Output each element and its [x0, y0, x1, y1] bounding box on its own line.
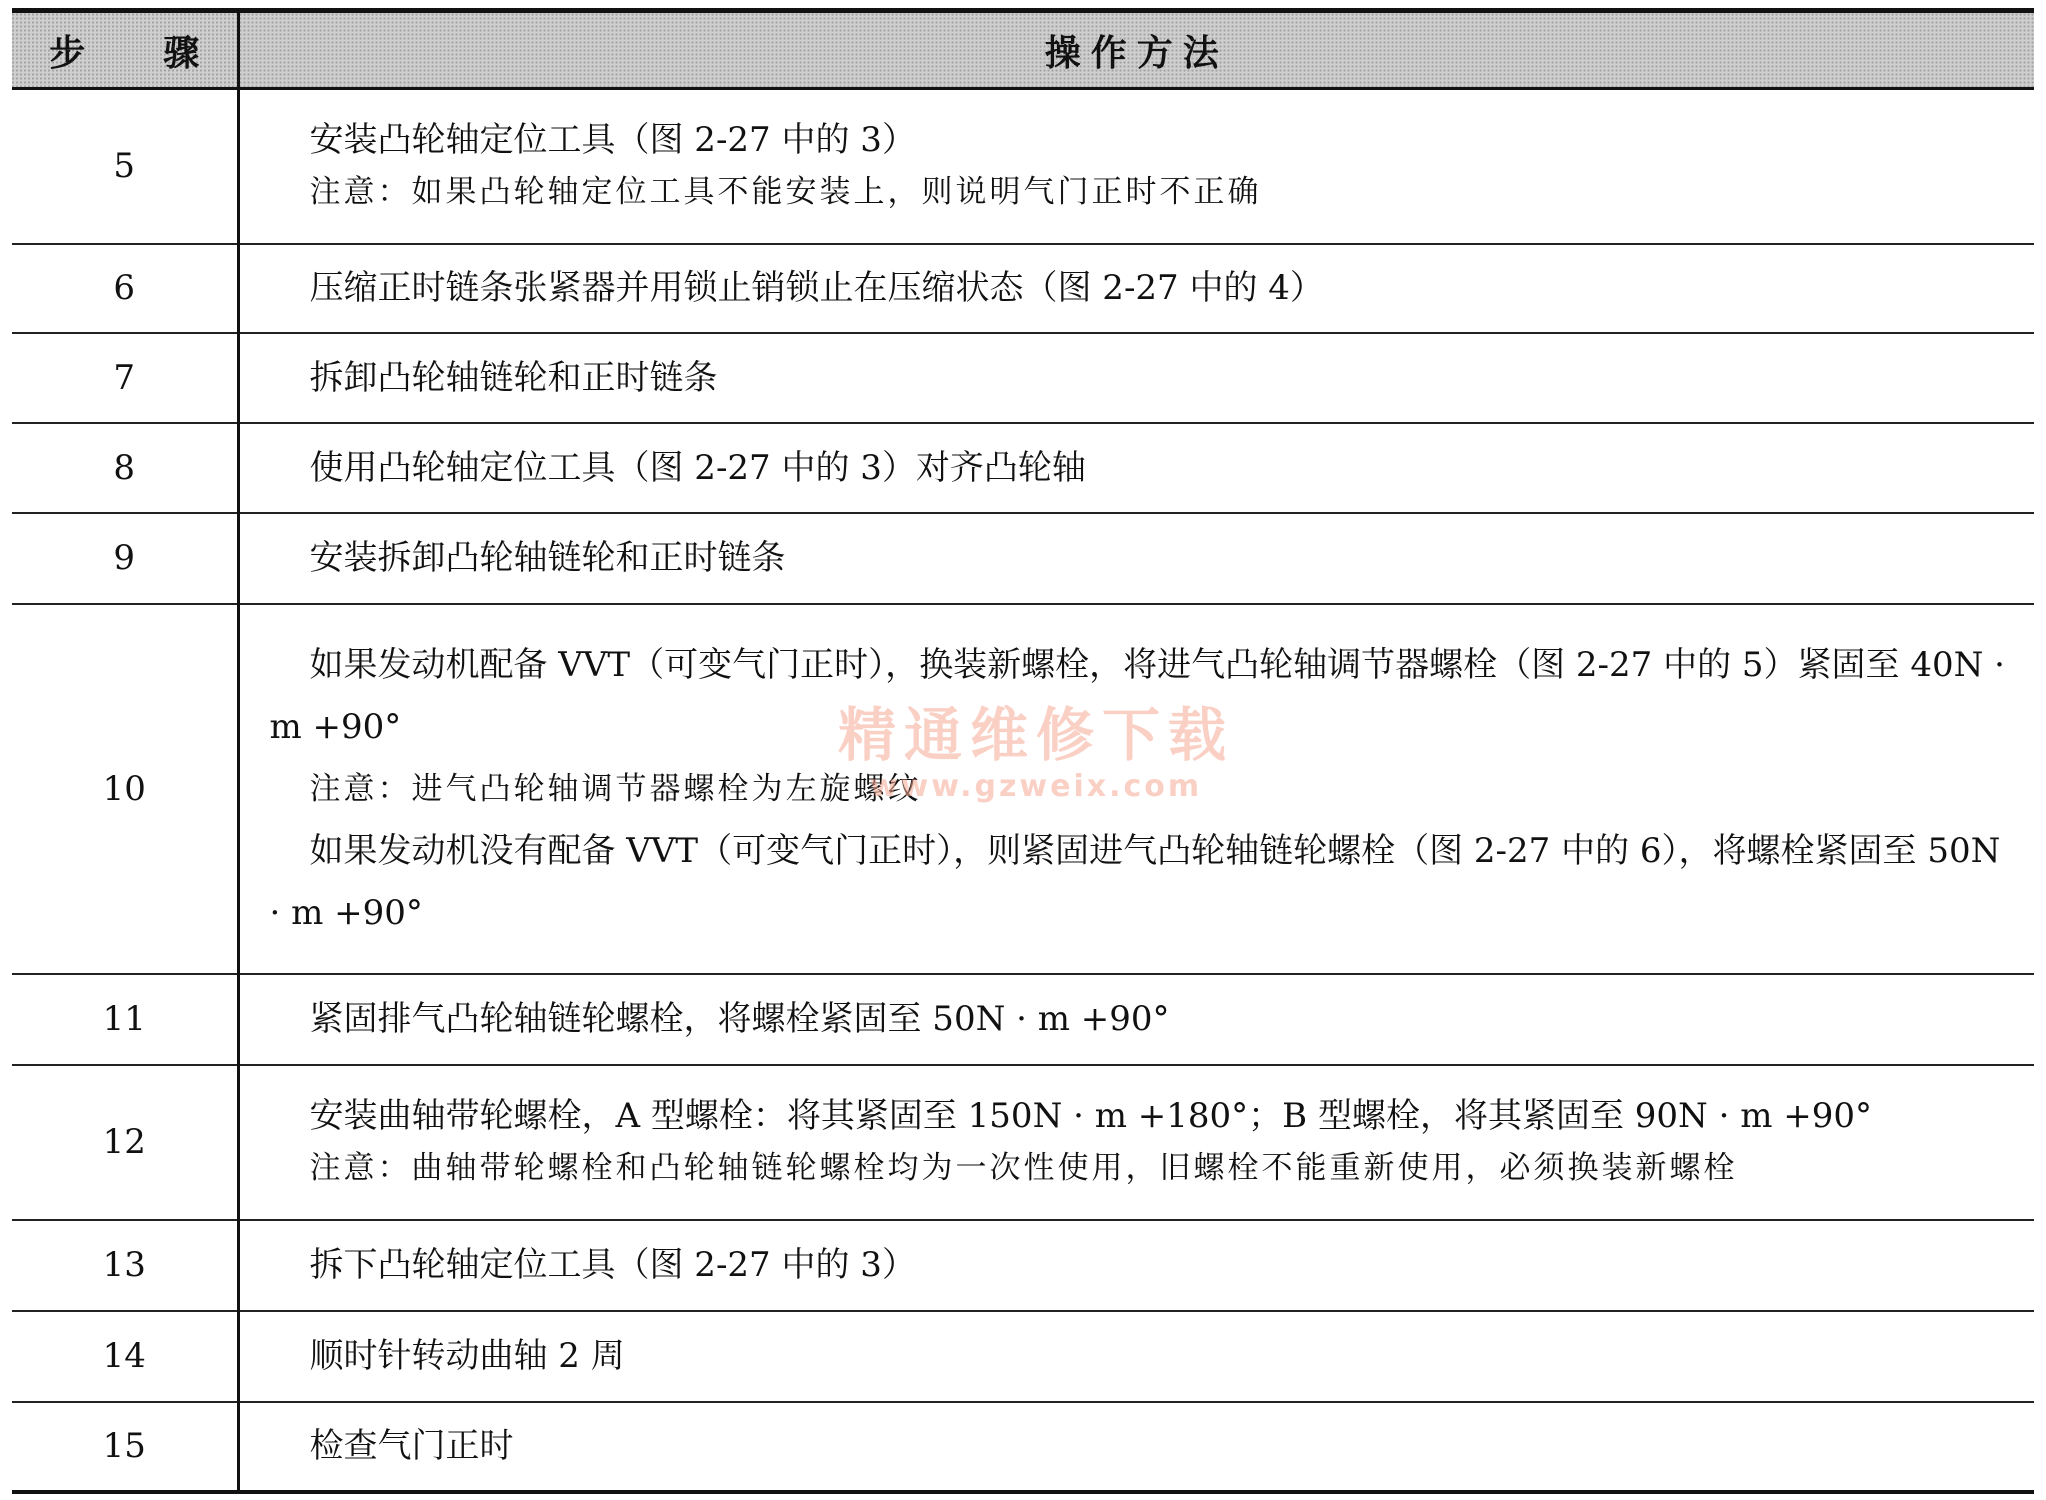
step-number: 15: [12, 1402, 238, 1492]
table-body: [12, 89, 2034, 1492]
method-cell: [238, 1402, 2034, 1492]
table-row: [12, 89, 2034, 244]
step-number: 7: [12, 333, 238, 423]
table-row: [12, 1065, 2034, 1220]
watermark-text-cn: 精通维修下载: [838, 701, 1235, 769]
step-number: 9: [12, 513, 238, 604]
watermark-text-url: www.gzweix.com: [869, 769, 1203, 804]
method-cell: [238, 89, 2034, 244]
method-cell: [238, 1065, 2034, 1220]
method-cell: [238, 604, 2034, 974]
step-number: 8: [12, 423, 238, 513]
step-number: 6: [12, 244, 238, 333]
step-number: 12: [12, 1065, 238, 1220]
table-header: [12, 11, 2034, 89]
method-paragraph-vvt: 如果发动机配备 VVT（可变气门正时），换装新螺栓，将进气凸轮轴调节器螺栓（图 2-27 中的 5）紧固至 40N · m +90°: [269, 644, 2005, 747]
table-row: [12, 1311, 2034, 1402]
step-number: 14: [12, 1311, 238, 1402]
method-cell: [238, 244, 2034, 333]
method-text: 拆卸凸轮轴链轮和正时链条: [309, 357, 718, 398]
method-note: 注意：进气凸轮轴调节器螺栓为左旋螺纹: [309, 770, 922, 807]
step-number: 10: [12, 604, 238, 974]
step-number: 11: [12, 974, 238, 1065]
method-note: 注意：曲轴带轮螺栓和凸轮轴链轮螺栓均为一次性使用，旧螺栓不能重新使用，必须换装新螺栓: [309, 1150, 1738, 1186]
method-cell: [238, 423, 2034, 513]
table-row: [12, 974, 2034, 1065]
procedure-table: [12, 8, 2034, 1494]
method-cell: [238, 1311, 2034, 1402]
table-row: [12, 513, 2034, 604]
method-text: 压缩正时链条张紧器并用锁止销锁止在压缩状态（图 2-27 中的 4）: [309, 268, 1324, 308]
step-number: 13: [12, 1220, 238, 1311]
method-paragraph-no-vvt: 如果发动机没有配备 VVT（可变气门正时），则紧固进气凸轮轴链轮螺栓（图 2-27 中的 6），将螺栓紧固至 50N · m +90°: [269, 830, 2001, 933]
method-note: 注意：如果凸轮轴定位工具不能安装上，则说明气门正时不正确: [309, 174, 1262, 211]
method-cell: [238, 333, 2034, 423]
method-text: 安装凸轮轴定位工具（图 2-27 中的 3）: [309, 120, 916, 161]
method-text: 使用凸轮轴定位工具（图 2-27 中的 3）对齐凸轮轴: [309, 447, 1086, 488]
table-row: [12, 333, 2034, 423]
table-row: [12, 423, 2034, 513]
table-row: [12, 1220, 2034, 1311]
method-text: 安装拆卸凸轮轴链轮和正时链条: [309, 538, 786, 578]
method-cell: [238, 513, 2034, 604]
table-row: [12, 244, 2034, 333]
method-text: 顺时针转动曲轴 2 周: [309, 1336, 625, 1376]
table-row: [12, 604, 2034, 974]
method-cell: [238, 1220, 2034, 1311]
header-step: 步 骤: [12, 11, 238, 89]
method-text: 紧固排气凸轮轴链轮螺栓，将螺栓紧固至 50N · m +90°: [309, 999, 1170, 1039]
step-number: 5: [12, 89, 238, 244]
table-row: [12, 1402, 2034, 1492]
header-method: 操作方法: [238, 11, 2034, 89]
method-text: 安装曲轴带轮螺栓，A 型螺栓：将其紧固至 150N · m +180°；B 型螺栓，将其紧固至 90N · m +90°: [309, 1096, 1873, 1136]
method-text: 拆下凸轮轴定位工具（图 2-27 中的 3）: [309, 1245, 916, 1285]
method-cell: [238, 974, 2034, 1065]
method-text: 检查气门正时: [309, 1426, 514, 1466]
